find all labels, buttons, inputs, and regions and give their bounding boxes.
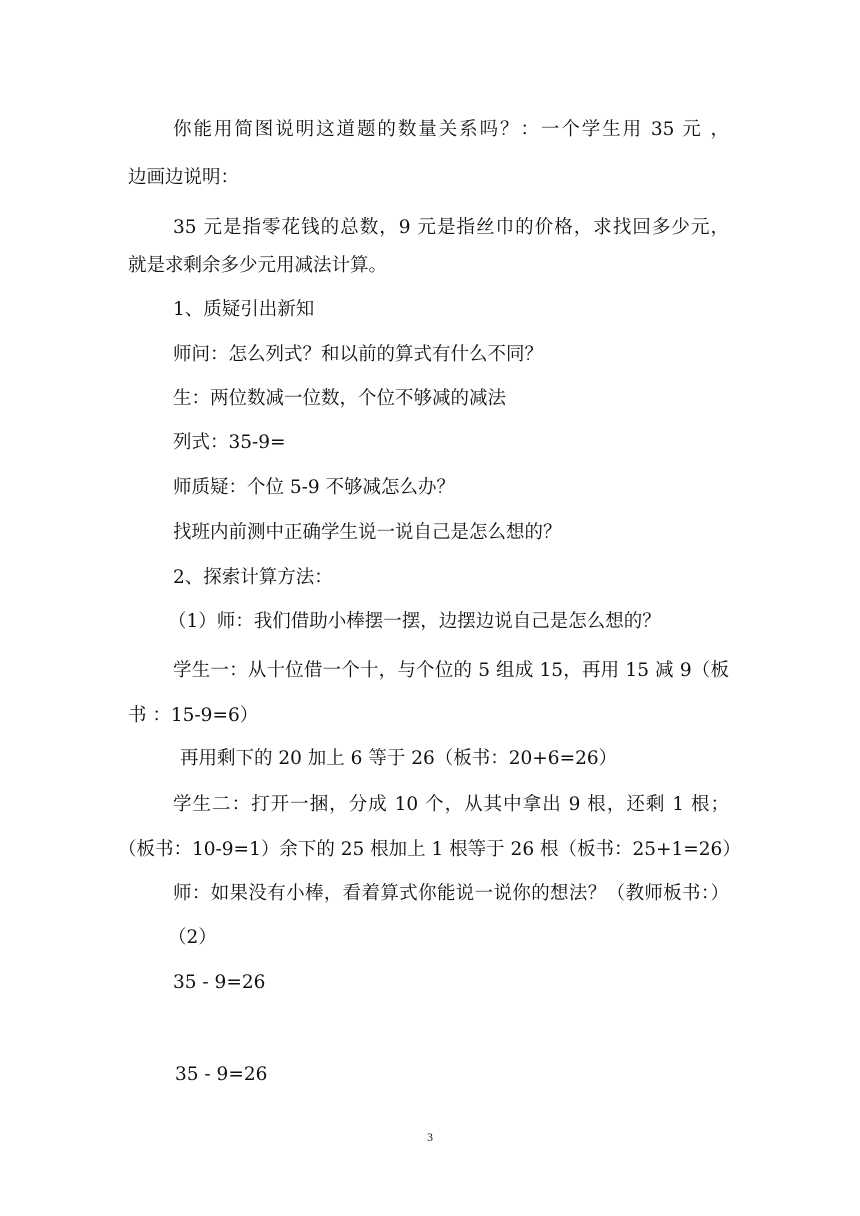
paragraph-line-19: （2） xyxy=(168,927,217,948)
page-number: 3 xyxy=(427,1130,433,1144)
paragraph-line-1: 你能用简图说明这道题的数量关系吗？：一个学生用 35 元 ， xyxy=(173,119,729,140)
paragraph-line-14: 书 ：15-9=6） xyxy=(128,705,259,726)
paragraph-line-16: 学生二：打开一捆，分成 10 个，从其中拿出 9 根，还剩 1 根； xyxy=(173,794,729,815)
section-heading-2: 2、探索计算方法： xyxy=(173,567,333,588)
paragraph-line-17: （板书：10-9=1）余下的 25 根加上 1 根等于 26 根（板书：25+1=26） xyxy=(118,839,741,860)
paragraph-line-12: （1）师：我们借助小棒摆一摆，边摆边说自己是怎么想的？ xyxy=(168,611,661,632)
equation-line-1: 35 - 9=26 xyxy=(173,972,266,993)
paragraph-line-2: 边画边说明： xyxy=(128,167,240,188)
paragraph-line-9: 师质疑：个位 5-9 不够减怎么办？ xyxy=(173,477,456,498)
paragraph-line-3: 35 元是指零花钱的总数，9 元是指丝巾的价格，求找回多少元， xyxy=(173,217,729,238)
paragraph-line-7: 生：两位数减一位数，个位不够减的减法 xyxy=(173,388,507,409)
paragraph-line-15: 再用剩下的 20 加上 6 等于 26（板书：20+6=26） xyxy=(180,748,618,769)
paragraph-line-8: 列式：35-9= xyxy=(173,432,286,453)
paragraph-line-6: 师问：怎么列式？和以前的算式有什么不同？ xyxy=(173,344,544,365)
paragraph-line-18: 师：如果没有小棒，看着算式你能说一说你的想法？（教师板书：） xyxy=(173,883,729,904)
equation-line-2: 35 - 9=26 xyxy=(175,1064,268,1085)
paragraph-line-4: 就是求剩余多少元用减法计算。 xyxy=(128,255,388,276)
paragraph-line-10: 找班内前测中正确学生说一说自己是怎么想的？ xyxy=(173,522,562,543)
section-heading-1: 1、质疑引出新知 xyxy=(173,299,315,320)
paragraph-line-13: 学生一：从十位借一个十，与个位的 5 组成 15，再用 15 减 9（板 xyxy=(173,660,729,681)
